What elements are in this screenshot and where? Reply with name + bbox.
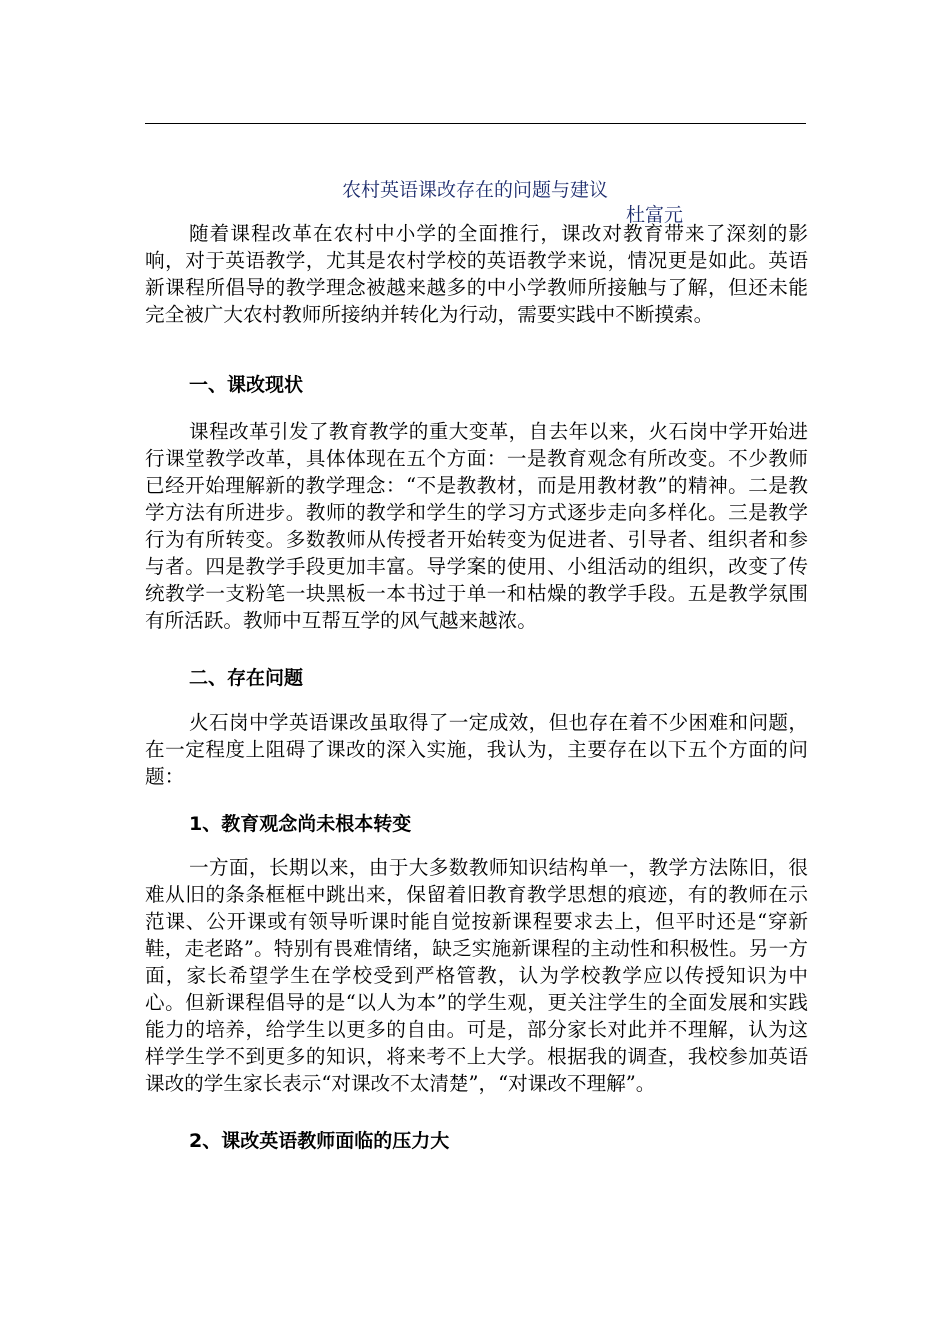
section-paragraph-concept: 一方面，长期以来，由于大多数教师知识结构单一，教学方法陈旧，很难从旧的条条框框中跳出来，保留着旧教育教学思想的痕迹，有的教师在示范课、公开课或有领导听课时能自觉按新课程要求去上，但平时还是“穿新鞋，走老路”。特别有畏难情绪，缺乏实施新课程的主动性和积极性。另一方面，家长希望学生在学校受到严格管教，认为学校教学应以传授知识为中心。但新课程倡导的是“以人为本”的学生观，更关注学生的全面发展和实践能力的培养，给学生以更多的自由。可是，部分家长对此并不理解，认为这样学生学不到更多的知识，将来考不上大学。根据我的调查，我校参加英语课改的学生家长表示“对课改不太清楚”，“对课改不理解”。: [145, 856, 808, 1095]
section-heading-concept: 1、教育观念尚未根本转变: [189, 813, 412, 835]
section-heading-status: 一、课改现状: [189, 374, 304, 396]
section-heading-pressure: 2、课改英语教师面临的压力大: [189, 1130, 450, 1152]
document-title: 农村英语课改存在的问题与建议: [341, 179, 608, 201]
header-rule: [145, 123, 806, 124]
section-heading-problems: 二、存在问题: [189, 667, 304, 689]
intro-paragraph: 随着课程改革在农村中小学的全面推行，课改对教育带来了深刻的影响，对于英语教学，尤其是农村学校的英语教学来说，情况更是如此。英语新课程所倡导的教学理念被越来越多的中小学教师所接触与了解，但还未能完全被广大农村教师所接纳并转化为行动，需要实践中不断摸索。: [145, 222, 808, 326]
section-paragraph-problems: 火石岗中学英语课改虽取得了一定成效，但也存在着不少困难和问题，在一定程度上阻碍了课改的深入实施，我认为，主要存在以下五个方面的问题：: [145, 711, 808, 788]
section-paragraph-status: 课程改革引发了教育教学的重大变革，自去年以来，火石岗中学开始进行课堂教学改革，具体体现在五个方面：一是教育观念有所改变。不少教师已经开始理解新的教学理念：“不是教教材，而是用教材教”的精神。二是教学方法有所进步。教师的教学和学生的学习方式逐步走向多样化。三是教学行为有所转变。多数教师从传授者开始转变为促进者、引导者、组织者和参与者。四是教学手段更加丰富。导学案的使用、小组活动的组织，改变了传统教学一支粉笔一块黑板一本书过于单一和枯燥的教学手段。五是教学氛围有所活跃。教师中互帮互学的风气越来越浓。: [145, 420, 808, 632]
author-name: 杜富元: [626, 204, 684, 226]
